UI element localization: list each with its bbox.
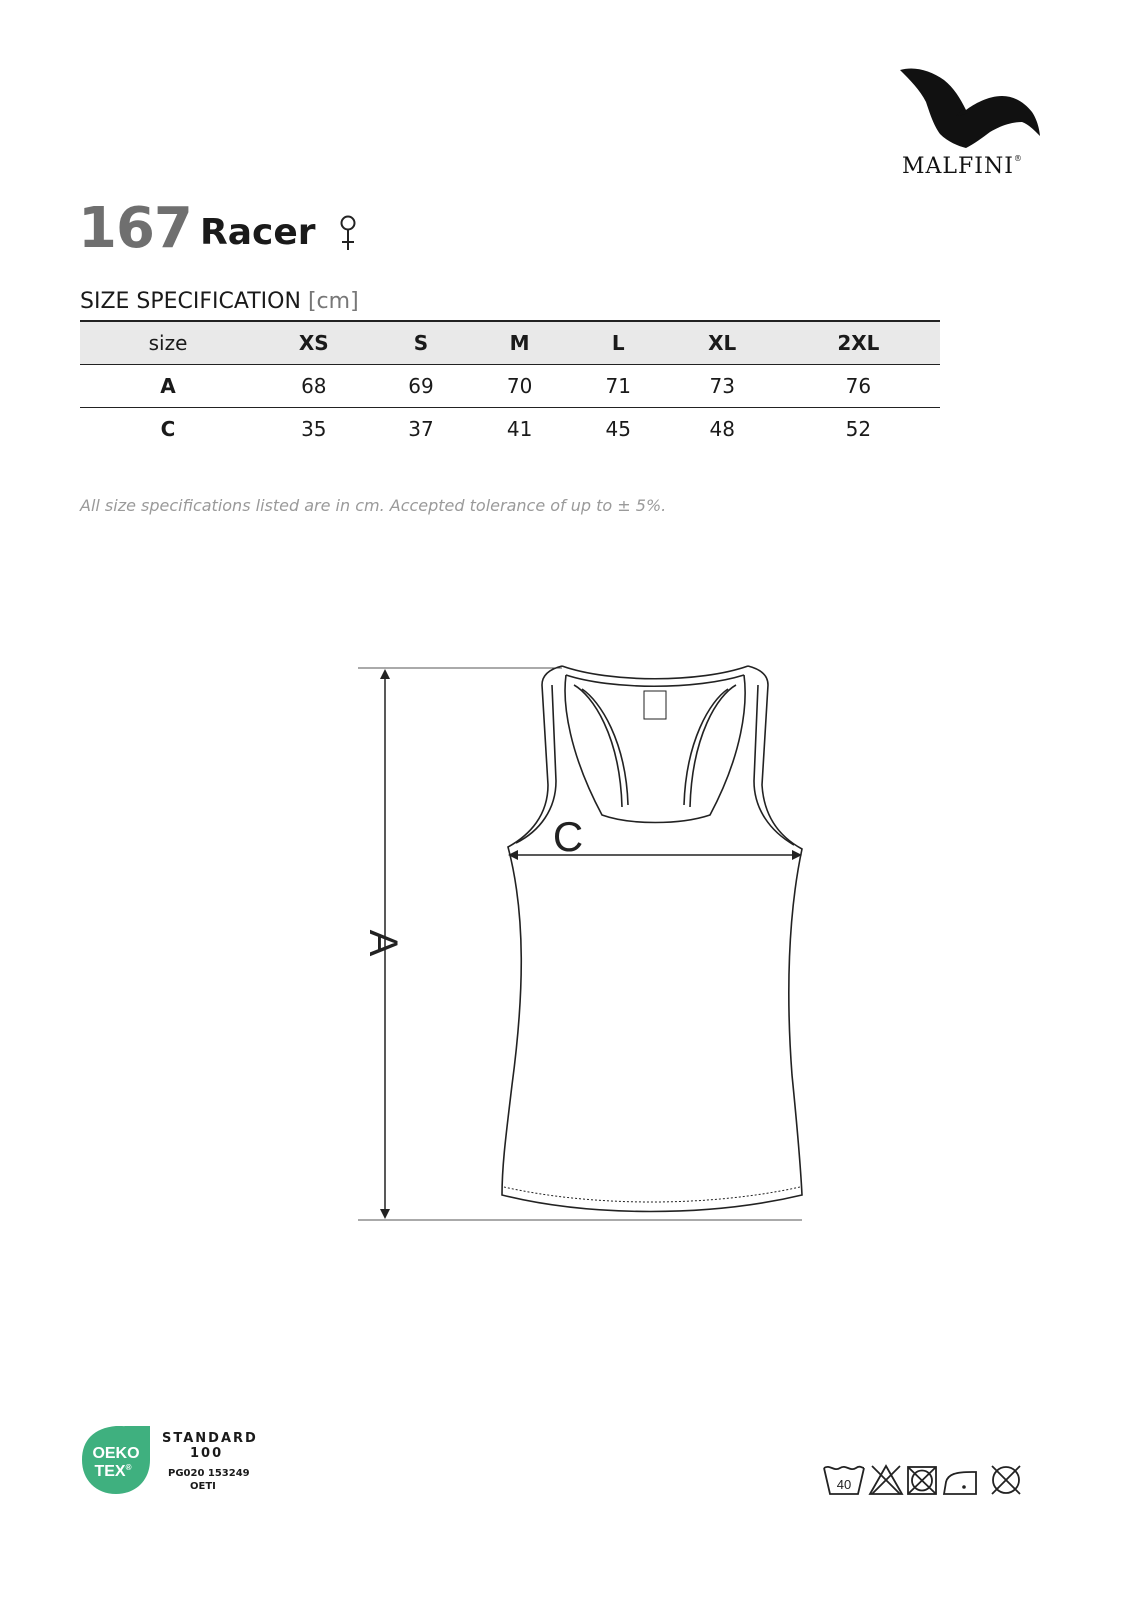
column-header: M [509, 331, 530, 355]
care-symbols [822, 1462, 1032, 1502]
brand-logo [900, 66, 1060, 148]
table-row [80, 365, 940, 408]
table-header-row [80, 321, 940, 365]
table-cell: 41 [506, 417, 533, 441]
oeko-label: OEKO [92, 1445, 140, 1462]
tolerance-note: All size specifications listed are in cm. Accepted tolerance of up to ± 5%. [80, 496, 667, 515]
row-label: A [160, 374, 176, 398]
wash-temp: 40 [836, 1477, 852, 1492]
no-bleach-icon [870, 1466, 902, 1494]
table-cell: 71 [605, 374, 631, 398]
no-dry-clean-icon [992, 1466, 1020, 1494]
spec-unit: [cm] [307, 289, 359, 314]
table-cell: 52 [845, 417, 872, 441]
no-tumble-dry-icon [908, 1467, 936, 1494]
length-label: A [361, 929, 405, 957]
iron-dot [962, 1485, 966, 1489]
standard-label: STANDARD [162, 1431, 258, 1446]
table-cell: 76 [845, 374, 872, 398]
table-cell: 69 [408, 374, 434, 398]
eagle-icon [900, 66, 1050, 148]
standard-number: 100 [190, 1446, 224, 1461]
certification-institute: OETI [190, 1481, 216, 1492]
spec-title [80, 289, 359, 314]
column-header: size [148, 331, 188, 355]
brand-name: MALFINI [902, 154, 1014, 179]
column-header: 2XL [837, 331, 880, 355]
column-header: XS [298, 331, 329, 355]
registered-mark: ® [1013, 154, 1023, 163]
table-row [80, 408, 940, 451]
row-label: C [160, 417, 176, 441]
brand-wordmark [902, 154, 1023, 179]
chest-label: C [552, 813, 584, 860]
tex-label: TEX [94, 1463, 126, 1480]
table-cell: 70 [506, 374, 533, 398]
table-cell: 45 [605, 417, 631, 441]
product-code: 167 [78, 196, 192, 261]
table-cell: 35 [301, 417, 327, 441]
table-cell: 48 [709, 417, 735, 441]
product-name: Racer [200, 212, 316, 253]
column-header: S [413, 331, 429, 355]
column-header: L [611, 331, 625, 355]
oeko-registered-mark: ® [125, 1463, 132, 1472]
iron-low-icon [944, 1472, 976, 1494]
certificate-number: PG020 153249 [168, 1468, 250, 1479]
oeko-tex-badge [80, 1424, 152, 1500]
table-cell: 73 [709, 374, 735, 398]
size-table [80, 320, 940, 450]
garment-diagram [330, 655, 830, 1239]
female-symbol-icon [340, 214, 356, 258]
table-cell: 68 [301, 374, 327, 398]
spec-title-text: SIZE SPECIFICATION [80, 289, 301, 314]
neck-label-icon [644, 691, 666, 719]
tank-top-outline [502, 666, 802, 1212]
table-cell: 37 [408, 417, 434, 441]
column-header: XL [708, 331, 737, 355]
